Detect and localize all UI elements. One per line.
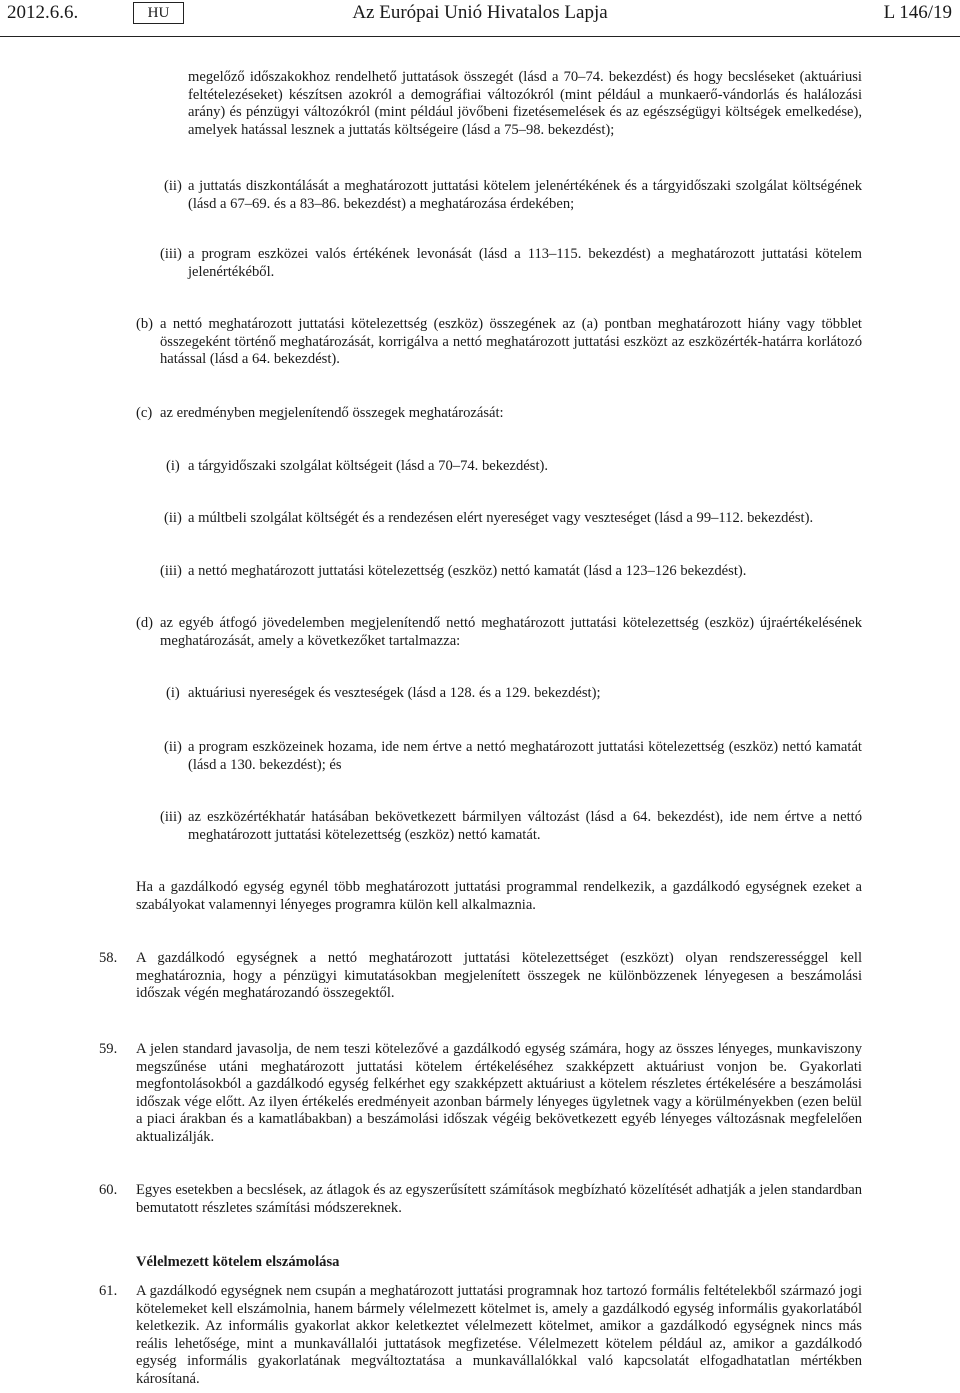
item-text: az eredményben megjelenítendő összegek meghatározását: — [160, 405, 504, 421]
item-label: (i) — [166, 685, 180, 701]
paragraph-59: A jelen standard javasolja, de nem teszi kötelezővé a gazdálkodó egység számára, hogy az összes lényeges, munkaviszony megszűnése utáni meghatározott juttatási kötelem értékeléséhez szakképzett aktuáriust vonjon be. Gyakorlati megfontolásokból a gazdálkodó egység felkérhet egy szakképzett aktuáriust a kötelem részletes értékelésére a beszámolási időszak vége előtt. Az ilyen értékelés eredményeit azonban bármely lényeges ügyletnek vagy a körülményekben (ezen belül a piaci árakban és a kamatlábakban) a beszámolási időszak végéig bekövetkezett egyéb lényeges változásnak megfelelően aktualizálják. — [136, 1041, 862, 1145]
item-label: (iii) — [160, 246, 182, 262]
item-text: a program eszközeinek hozama, ide nem értve a nettó meghatározott juttatási kötelezettség (eszköz) nettó kamatát (lásd a 130. bekezdést); és — [188, 739, 862, 773]
item-text: a nettó meghatározott juttatási kötelezettség (eszköz) nettó kamatát (lásd a 123–126 bekezdést). — [188, 563, 747, 579]
page-number: L 146/19 — [883, 2, 952, 23]
language-badge: HU — [133, 2, 184, 24]
item-text: aktuáriusi nyereségek és veszteségek (lásd a 128. és a 129. bekezdést); — [188, 685, 601, 701]
item-label: (ii) — [164, 510, 182, 526]
item-text: a nettó meghatározott juttatási kötelezettség (eszköz) összegének az (a) pontban meghatározott hiány vagy többlet összegeként történő meghatározását, korrigálva a nettó meghatározott juttatási eszközt az eszközérték-határra korlátozó hatással (lásd a 64. bekezdést). — [160, 316, 862, 367]
paragraph-61: A gazdálkodó egységnek nem csupán a meghatározott juttatási programnak hoz tartozó formális feltételekből származó jogi kötelemeket kell elszámolnia, hanem bármely vélelmezett kötelmet is, amely a gazdálkodó egység informális gyakorlatából keletkezik. Az informális gyakorlat akkor keletkeztet vélelmezett kötelmet, amikor a gazdálkodó egységnek nincs más reális lehetősége, mint a munkavállalói juttatások megfizetése. Vélelmezett kötelem például az, amikor a gazdálkodó egység informális gyakorlatának megváltoztatása a munkavállalókkal való kapcsolatát elfogadhatatlan mértékben károsítaná. — [136, 1283, 862, 1387]
paragraph-number: 58. — [99, 950, 118, 966]
paragraph-58: A gazdálkodó egységnek a nettó meghatározott juttatási kötelezettséget (eszközt) olyan rendszerességgel kell meghatároznia, hogy a pénzügyi kimutatásokban megjelenített összegek ne különbözzenek lényegesen a beszámolási időszak végén meghatározandó összegektől. — [136, 950, 862, 1001]
item-label: (iii) — [160, 563, 182, 579]
header-divider — [0, 36, 960, 37]
item-text: a múltbeli szolgálat költségét és a rendezésen elért nyereséget vagy veszteséget (lásd a 99–112. bekezdést). — [188, 510, 814, 526]
section-heading: Vélelmezett kötelem elszámolása — [136, 1254, 340, 1270]
item-label: (iii) — [160, 809, 182, 825]
paragraph-number: 60. — [99, 1182, 118, 1198]
closing-paragraph: Ha a gazdálkodó egység egynél több meghatározott juttatási programmal rendelkezik, a gazdálkodó egységnek ezeket a szabályokat valamennyi lényeges programra külön kell alkalmaznia. — [136, 879, 862, 913]
item-label: (ii) — [164, 739, 182, 755]
item-text: a tárgyidőszaki szolgálat költségeit (lásd a 70–74. bekezdést). — [188, 458, 549, 474]
item-label: (ii) — [164, 178, 182, 194]
item-text: a juttatás diszkontálását a meghatározott juttatási kötelem jelenértékének és a tárgyidőszaki szolgálat költségének (lásd a 67–69. és a 83–86. bekezdést) a meghatározása érdekében; — [188, 178, 862, 212]
item-text: a program eszközei valós értékének levonását (lásd a 113–115. bekezdést) a meghatározott juttatási kötelem jelenértékéből. — [188, 246, 862, 280]
item-label: (c) — [136, 405, 153, 421]
publication-date: 2012.6.6. — [7, 2, 79, 23]
item-label: (i) — [166, 458, 180, 474]
paragraph-number: 61. — [99, 1283, 118, 1299]
item-label: (d) — [136, 615, 154, 631]
journal-title: Az Európai Unió Hivatalos Lapja — [352, 2, 608, 23]
page-header — [0, 0, 960, 40]
item-label: (b) — [136, 316, 154, 332]
paragraph-number: 59. — [99, 1041, 118, 1057]
intro-continuation: megelőző időszakokhoz rendelhető juttatások összegét (lásd a 70–74. bekezdést) és hogy becsléseket (aktuáriusi feltételezéseket) készítsen azokról a demográfiai változókról (mint például a munkaerő-vándorlás és halálozási arány) és pénzügyi változókról (mint például jövőbeni fizetésemelések és az egészségügyi költségek emelkedése), amelyek hatással lesznek a juttatás költségeire (lásd a 75–98. bekezdést); — [188, 69, 862, 138]
paragraph-60: Egyes esetekben a becslések, az átlagok és az egyszerűsített számítások megbízható közelítését adhatják a jelen standardban bemutatott részletes számítási módszereknek. — [136, 1182, 862, 1216]
item-text: az eszközértékhatár hatásában bekövetkezett bármilyen változást (lásd a 64. bekezdést), ide nem értve a nettó meghatározott juttatási kötelezettség (eszköz) nettó kamatát. — [188, 809, 862, 843]
item-text: az egyéb átfogó jövedelemben megjelenítendő nettó meghatározott juttatási kötelezettség (eszköz) újraértékelésének meghatározását, amely a következőket tartalmazza: — [160, 615, 862, 649]
